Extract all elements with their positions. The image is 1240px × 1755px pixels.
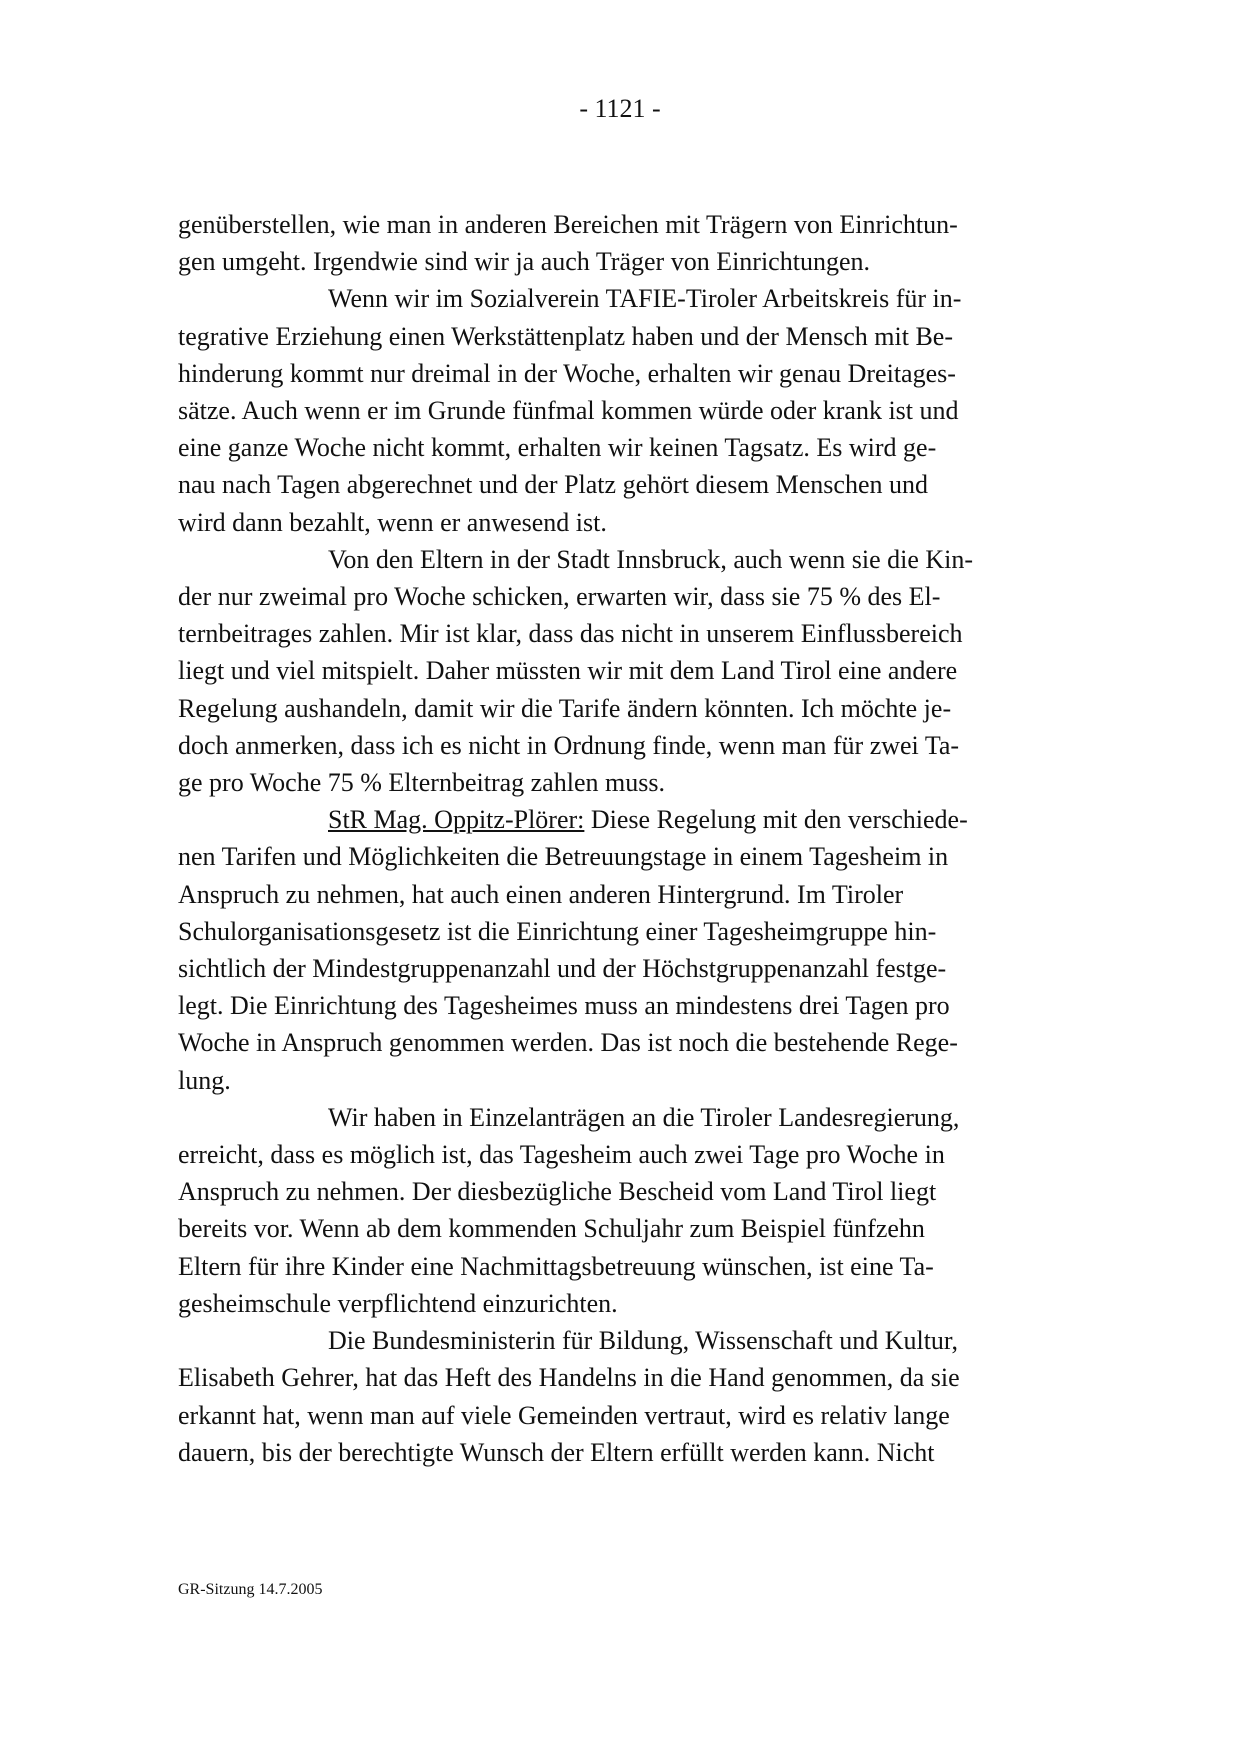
line-text: wird dann bezahlt, wenn er anwesend ist.: [178, 507, 607, 537]
line-text: Anspruch zu nehmen, hat auch einen anderen Hintergrund. Im Tiroler: [178, 879, 904, 909]
line-text: doch anmerken, dass ich es nicht in Ordnung finde, wenn man für zwei Ta-: [178, 730, 960, 760]
text-line: [178, 1248, 1063, 1285]
line-text: nau nach Tagen abgerechnet und der Platz gehört diesem Menschen und: [178, 470, 928, 500]
line-text: Schulorganisationsgesetz ist die Einrichtung einer Tagesheimgruppe hin-: [178, 916, 937, 946]
text-line: [178, 504, 1063, 541]
text-line: [178, 1434, 1063, 1471]
line-text: gesheimschule verpflichtend einzurichten.: [178, 1288, 618, 1318]
text-line: [178, 987, 1063, 1024]
text-line: [178, 913, 1063, 950]
line-text: Von den Eltern in der Stadt Innsbruck, auch wenn sie die Kin-: [328, 544, 974, 574]
line-text: hinderung kommt nur dreimal in der Woche, erhalten wir genau Dreitages-: [178, 358, 956, 388]
line-text: erreicht, dass es möglich ist, das Tagesheim auch zwei Tage pro Woche in: [178, 1140, 945, 1170]
line-text: Diese Regelung mit den verschiede-: [584, 805, 968, 835]
footer-session-date: GR-Sitzung 14.7.2005: [178, 1581, 323, 1598]
line-text: Wir haben in Einzelanträgen an die Tiroler Landesregierung,: [328, 1102, 960, 1132]
text-line: [178, 801, 1063, 838]
line-text: erkannt hat, wenn man auf viele Gemeinden vertraut, wird es relativ lange: [178, 1400, 950, 1430]
text-line: [178, 690, 1063, 727]
line-text: Die Bundesministerin für Bildung, Wissenschaft und Kultur,: [328, 1326, 959, 1356]
text-line: [178, 727, 1063, 764]
text-line: [178, 615, 1063, 652]
line-text: tegrative Erziehung einen Werkstättenplatz haben und der Mensch mit Be-: [178, 321, 953, 351]
line-text: liegt und viel mitspielt. Daher müssten wir mit dem Land Tirol eine andere: [178, 656, 958, 686]
line-text: bereits vor. Wenn ab dem kommenden Schuljahr zum Beispiel fünfzehn: [178, 1214, 925, 1244]
line-text: sätze. Auch wenn er im Grunde fünfmal kommen würde oder krank ist und: [178, 396, 959, 426]
text-line: [178, 318, 1063, 355]
line-text: ternbeitrages zahlen. Mir ist klar, dass das nicht in unserem Einflussbereich: [178, 619, 963, 649]
line-text: sichtlich der Mindestgruppenanzahl und der Höchstgruppenanzahl festge-: [178, 954, 947, 984]
speaker-name: StR Mag. Oppitz-Plörer:: [328, 805, 585, 835]
text-line: [178, 1210, 1063, 1247]
text-line: [178, 950, 1063, 987]
text-line: [178, 838, 1063, 875]
text-line: [178, 1173, 1063, 1210]
text-line: [178, 243, 1063, 280]
text-line: [178, 764, 1063, 801]
line-text: nen Tarifen und Möglichkeiten die Betreuungstage in einem Tagesheim in: [178, 842, 949, 872]
line-text: Woche in Anspruch genommen werden. Das ist noch die bestehende Rege-: [178, 1028, 958, 1058]
line-text: Elisabeth Gehrer, hat das Heft des Handelns in die Hand genommen, da sie: [178, 1363, 960, 1393]
text-line: [178, 578, 1063, 615]
line-text: lung.: [178, 1065, 231, 1095]
text-line: [178, 1136, 1063, 1173]
line-text: legt. Die Einrichtung des Tagesheimes muss an mindestens drei Tagen pro: [178, 991, 950, 1021]
text-line: [178, 541, 1063, 578]
text-line: [178, 429, 1063, 466]
line-text: dauern, bis der berechtigte Wunsch der Eltern erfüllt werden kann. Nicht: [178, 1437, 935, 1467]
line-text: Eltern für ihre Kinder eine Nachmittagsbetreuung wünschen, ist eine Ta-: [178, 1251, 934, 1281]
text-line: [178, 355, 1063, 392]
text-line: [178, 1397, 1063, 1434]
text-line: [178, 876, 1063, 913]
text-line: [178, 1024, 1063, 1061]
line-text: ge pro Woche 75 % Elternbeitrag zahlen muss.: [178, 768, 665, 798]
line-text: eine ganze Woche nicht kommt, erhalten wir keinen Tagsatz. Es wird ge-: [178, 433, 937, 463]
text-line: [178, 652, 1063, 689]
page-number: - 1121 -: [579, 94, 661, 123]
text-line: [178, 206, 1063, 243]
line-text: genüberstellen, wie man in anderen Bereichen mit Trägern von Einrichtun-: [178, 210, 958, 239]
text-line: [178, 1359, 1063, 1396]
line-text: der nur zweimal pro Woche schicken, erwarten wir, dass sie 75 % des El-: [178, 582, 941, 612]
text-line: [178, 1285, 1063, 1322]
text-line: [178, 1322, 1063, 1359]
line-text: gen umgeht. Irgendwie sind wir ja auch Träger von Einrichtungen.: [178, 247, 870, 277]
text-line: [178, 466, 1063, 503]
line-text: Regelung aushandeln, damit wir die Tarife ändern könnten. Ich möchte je-: [178, 693, 952, 723]
text-line: [178, 1099, 1063, 1136]
line-text: Wenn wir im Sozialverein TAFIE-Tiroler Arbeitskreis für in-: [328, 284, 962, 314]
line-text: Anspruch zu nehmen. Der diesbezügliche Bescheid vom Land Tirol liegt: [178, 1177, 937, 1207]
text-line: [178, 1062, 1063, 1099]
document-body: [178, 206, 1063, 1471]
text-line: [178, 392, 1063, 429]
text-line: [178, 280, 1063, 317]
